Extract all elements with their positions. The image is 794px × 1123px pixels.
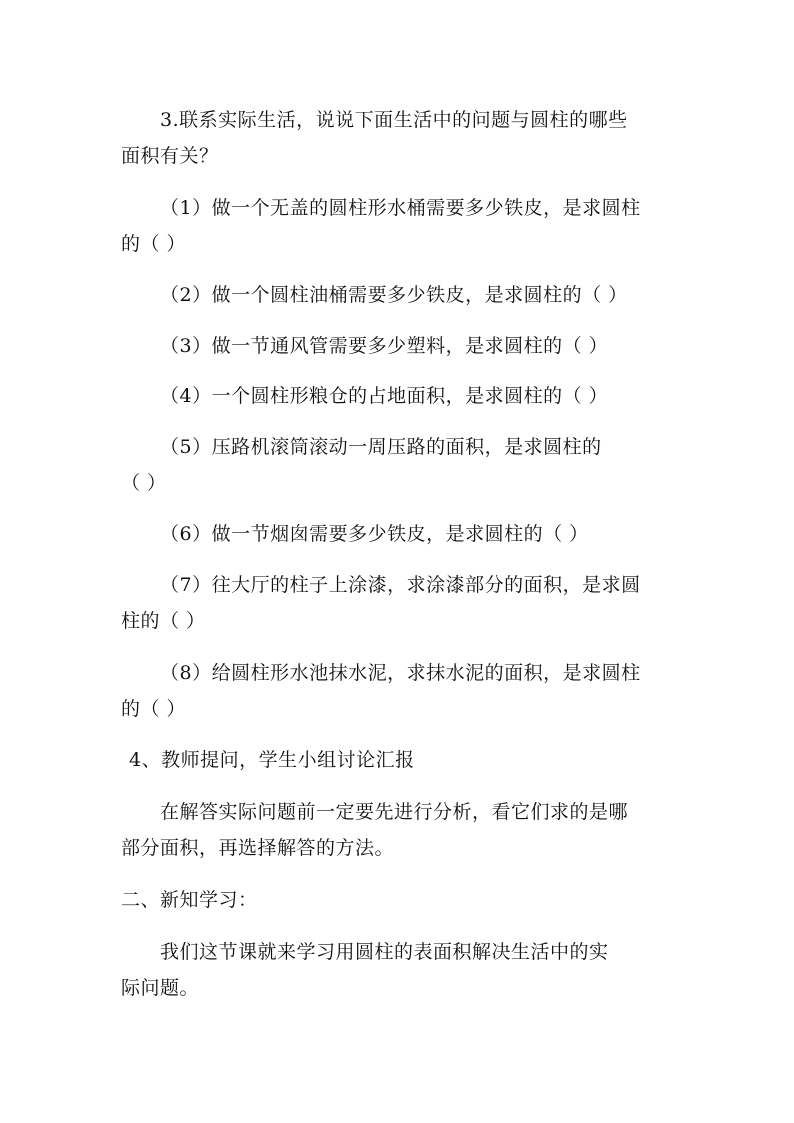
new-knowledge-paragraph-line2: 际问题。 xyxy=(121,977,200,999)
question-7-line2: 柱的（ ） xyxy=(121,610,206,632)
question-4: （4）一个圆柱形粮仓的占地面积，是求圆柱的（ ） xyxy=(160,385,609,407)
section4-paragraph-line2: 部分面积，再选择解答的方法。 xyxy=(121,837,395,859)
question-1-line1: （1）做一个无盖的圆柱形水桶需要多少铁皮，是求圆柱 xyxy=(160,197,641,219)
question-5-line1: （5）压路机滚筒滚动一周压路的面积，是求圆柱的 xyxy=(160,436,602,458)
question-2: （2）做一个圆柱油桶需要多少铁皮，是求圆柱的（ ） xyxy=(160,284,628,306)
question-5-line2: （ ） xyxy=(121,472,167,494)
question-1-line2: 的（ ） xyxy=(121,233,187,255)
new-knowledge-paragraph-line1: 我们这节课就来学习用圆柱的表面积解决生活中的实 xyxy=(160,941,609,963)
new-knowledge-heading: 二、新知学习： xyxy=(121,889,258,911)
section3-heading-line1: 3.联系实际生活，说说下面生活中的问题与圆柱的哪些 xyxy=(160,109,628,131)
question-3: （3）做一节通风管需要多少塑料，是求圆柱的（ ） xyxy=(160,335,609,357)
section3-heading-line2: 面积有关？ xyxy=(121,145,219,167)
question-7-line1: （7）往大厅的柱子上涂漆，求涂漆部分的面积，是求圆 xyxy=(160,574,641,596)
question-6: （6）做一节烟囱需要多少铁皮，是求圆柱的（ ） xyxy=(160,523,589,545)
section4-paragraph-line1: 在解答实际问题前一定要先进行分析，看它们求的是哪 xyxy=(160,801,629,823)
section4-heading: 4、教师提问，学生小组讨论汇报 xyxy=(129,749,415,771)
question-8-line2: 的（ ） xyxy=(121,698,187,720)
question-8-line1: （8）给圆柱形水池抹水泥，求抹水泥的面积，是求圆柱 xyxy=(160,662,641,684)
